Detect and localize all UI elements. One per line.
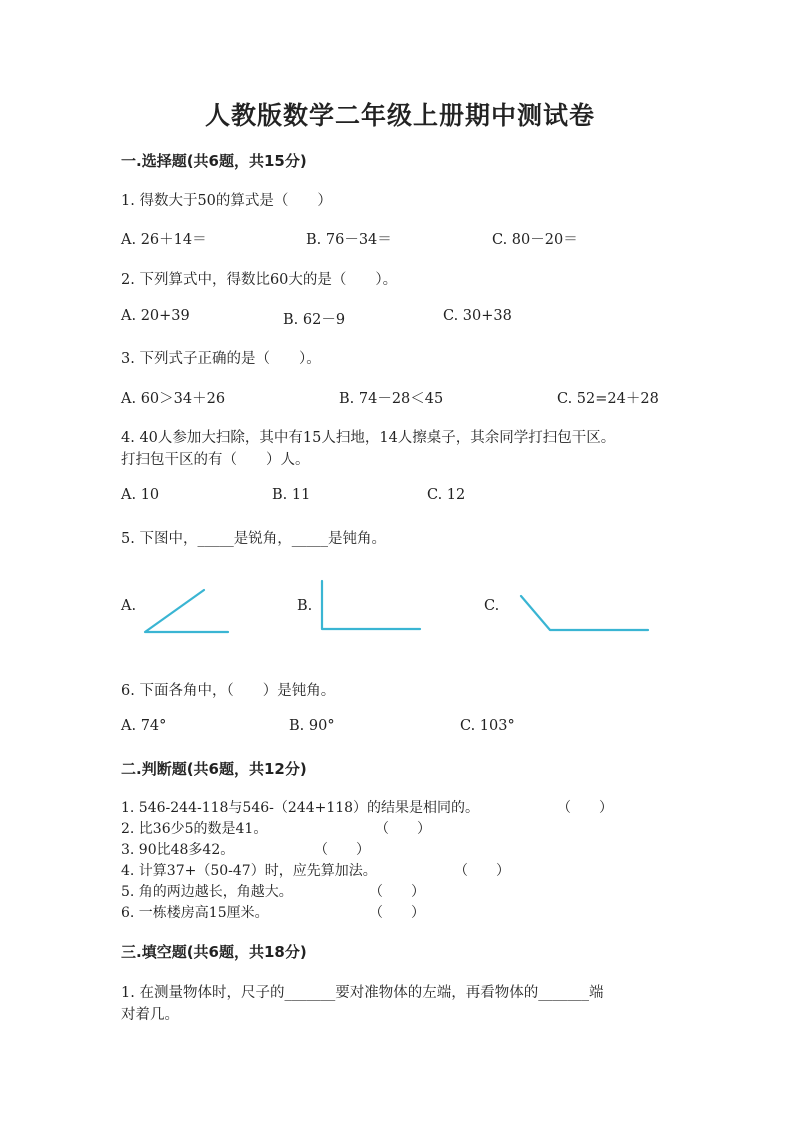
judgement-item: 6. 一栋楼房高15厘米。 [121,905,269,921]
option-c: C. 103° [460,718,515,734]
option-c: C. 52=24＋28 [557,391,659,407]
answer-bracket: （ ） [369,905,425,921]
obtuse-angle-c [521,596,648,630]
figure-label-b: B. [297,598,313,614]
option-a: A. 20+39 [121,308,190,324]
judgement-item: 5. 角的两边越长，角越大。 [121,884,293,900]
option-b: B. 90° [289,718,335,734]
judgement-item: 4. 计算37+（50-47）时，应先算加法。 [121,863,377,879]
page-title: 人教版数学二年级上册期中测试卷 [204,101,595,130]
option-b: B. 76－34＝ [306,232,392,248]
question-stem-line: 打扫包干区的有（ ）人。 [121,452,310,468]
judgement-item: 1. 546-244-118与546-（244+118）的结果是相同的。 [121,800,480,816]
judgement-item: 3. 90比48多42。 [121,842,235,858]
option-a: A. 60＞34＋26 [121,391,226,407]
right-angle-b [322,581,420,629]
question-stem: 2. 下列算式中，得数比60大的是（ ）。 [121,272,398,288]
option-b: B. 62－9 [283,312,346,328]
question-stem: 5. 下图中，_____是锐角，_____是钝角。 [121,531,386,547]
question-stem: 6. 下面各角中，（ ）是钝角。 [121,683,336,699]
fill-blank-line: 对着几。 [121,1007,179,1023]
option-a: A. 26＋14＝ [121,232,207,248]
question-stem-line: 4. 40人参加大扫除，其中有15人扫地，14人擦桌子，其余同学打扫包干区。 [121,430,616,446]
acute-angle-a [145,590,228,632]
judgement-item: 2. 比36少5的数是41。 [121,821,268,837]
option-c: C. 30+38 [443,308,512,324]
option-c: C. 80－20＝ [492,232,578,248]
answer-bracket: （ ） [454,863,510,879]
figure-label-c: C. [484,598,500,614]
figure-label-a: A. [121,598,137,614]
section-heading-fill-blank: 三.填空题(共6题，共18分) [121,943,307,961]
option-a: A. 74° [121,718,167,734]
section-heading-choice: 一.选择题(共6题，共15分) [121,152,307,170]
answer-bracket: （ ） [375,821,431,837]
option-c: C. 12 [427,487,466,503]
option-a: A. 10 [121,487,160,503]
answer-bracket: （ ） [314,842,370,858]
option-b: B. 11 [272,487,311,503]
question-stem: 3. 下列式子正确的是（ ）。 [121,351,321,367]
answer-bracket: （ ） [369,884,425,900]
question-stem: 1. 得数大于50的算式是（ ） [121,193,332,209]
option-b: B. 74－28＜45 [339,391,444,407]
fill-blank-line: 1. 在测量物体时，尺子的_______要对准物体的左端，再看物体的_______端 [121,985,604,1001]
answer-bracket: （ ） [557,800,613,816]
section-heading-judgement: 二.判断题(共6题，共12分) [121,760,307,778]
